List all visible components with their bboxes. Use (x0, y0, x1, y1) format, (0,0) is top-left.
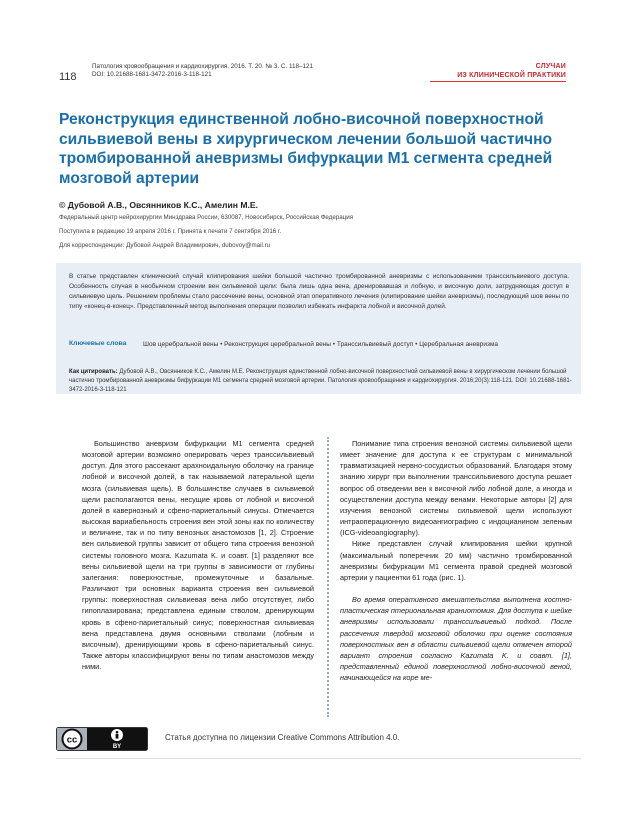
footer-divider (56, 758, 581, 759)
header-divider (430, 81, 566, 82)
section-line-1: СЛУЧАИ (535, 63, 566, 70)
doi-line: DOI: 10.21688-1681-3472-2016-3-118-121 (92, 71, 212, 79)
how-to-cite (69, 368, 574, 394)
column-divider (327, 437, 329, 717)
cite-text: Дубовой А.В., Овсянников К.С., Амелин М.Е. Реконструкция единственной лобно-височной поверхностной сильвиевой вены в хирургическом лечении большой частично тромбированной аневризмы бифуркации М1 сегмента средней мозговой артерии. Патология кровообращения и кардиохирургия. 2016;20(3):118-121. DOI: 10.21688-1681-3472-2016-3-118-121 (69, 369, 572, 393)
body-paragraph-italic: Во время оперативного вмешательства выполнена костно-пластическая птериональная краниотомия. Для доступа к шейке аневризмы использовали транссильвиевый подход. После рассечения твердой мозговой оболочки при оценке состояния поверхностных вен в области сильвиевой щели отмечен второй вариант строения согласно Kazumata K. и соавт. [1], представленный единой поверхностной лобно-височной веной, начинающейся на коре ме- (340, 595, 572, 683)
authors: © Дубовой А.В., Овсянников К.С., Амелин М.Е. (59, 200, 258, 210)
cc-icon: cc (66, 734, 78, 746)
journal-citation (92, 63, 313, 79)
right-column (340, 438, 572, 683)
left-column (82, 438, 314, 672)
cc-by-license-badge (56, 727, 148, 751)
body-paragraph: Ниже представлен случай клипирования шейки крупной (максимальный поперечник 20 мм) частично тромбированной аневризмы бифуркации М1 сегмента правой средней мозговой артерии у пациентки 61 года (рис. 1). (340, 539, 572, 582)
body-paragraph: Понимание типа строения венозной системы сильвиевой щели имеет значение для доступа к ее структурам с минимальной травматизацией нервно-сосудистых образований. Благодаря этому знанию хирург при выполнении транссильвиевого доступа решает вопрос об отведении вен к височной либо лобной доле, а иногда и осуществлении доступа между венами. Некоторые авторы [2] для изучения венозной системы сильвиевой щели используют интраоперационную видеоангиографию с индоцианином зеленым (ICG-videoangiography). (340, 439, 572, 538)
article-title: Реконструкция единственной лобно-височной поверхностной сильвиевой вены в хирургическом лечении большой частично тромбированной аневризмы бифуркации М1 сегмента средней мозговой артерии (59, 111, 553, 187)
section-line-2: ИЗ КЛИНИЧЕСКОЙ ПРАКТИКИ (457, 71, 566, 79)
cite-label: Как цитировать: (69, 369, 118, 375)
received-dates: Поступила в редакцию 19 апреля 2016 г. Принята к печати 7 сентября 2016 г. (59, 228, 282, 235)
body-paragraph: Большинство аневризм бифуркации М1 сегмента средней мозговой артерии возможно оперировать через транссильвиевый доступ. Для этого рассекают арахноидальную оболочку на границе лобной и височной долей, в так называемой латеральной щели мозга (сильвиевая щель). В большинстве случаев в сильвиевой щели располагаются вены, несущие кровь от лобной и височной долей в кавернозный и сфено-париетальный синусы. Отмечается высокая вариабельность строения вен этой зоны как по количеству и величине, так и по типу венозных анастомозов [1, 2]. Строение вен сильвиевой группы зависит от общего типа строения венозной системы головного мозга. Kazumata K. и соавт. [1] разделяют все вены сильвиевой щели на три группы в зависимости от глубины залегания: поверхностные, промежуточные и базальные. Различают три основных варианта строения вен сильвиевой группы: поверхностная сильвиевая вена либо отсутствует, либо гипоплазирована; представлена единым стволом, дренирующим кровь в сфено-париетальный синус; поверхностная сильвиевая вена представлена двумя основными стволами (лобным и височным), дренирующими кровь в сфено-париетальный синус. Также авторы классифицируют вены по типам анастомозов между ними. (82, 439, 314, 672)
abstract-text: В статье представлен клинический случай клипирования шейки большой частично тромбированной аневризмы с использованием транссильвиевого доступа. Особенность случая в необычном строении вен сильвиевой щели: была лишь одна вена, дренировавшая и лобную, и височную доли, затрудняющая доступ в сильвиевую щель. Решением проблемы стало рассечение вены, основной этап оперативного лечения (клипирование шейки аневризмы), последующий шов вены по типу «конец-в-конец». Представленный метод выполнения операции позволил избежать инфаркта лобной и височной долей. (69, 273, 569, 310)
keywords-text: Шов церебральной вены • Реконструкция церебральной вены • Транссильвиевый доступ • Церебральная аневризма (143, 341, 499, 348)
journal-line: Патология кровообращения и кардиохирургия. 2016. Т. 20. № 3. С. 118–121 (92, 63, 313, 70)
license-text: Статья доступна по лицензии Creative Commons Attribution 4.0. (165, 733, 400, 742)
correspondence: Для корреспонденции: Дубовой Андрей Владимирович, dubovoy@mail.ru (59, 242, 271, 249)
affiliation: Федеральный центр нейрохирургии Минздрава России, 630087, Новосибирск, Российская Федерация (59, 214, 354, 221)
keywords-label: Ключевые слова (69, 340, 127, 347)
section-label (457, 63, 566, 80)
page-number: 118 (59, 71, 77, 83)
by-label: BY (112, 744, 122, 750)
